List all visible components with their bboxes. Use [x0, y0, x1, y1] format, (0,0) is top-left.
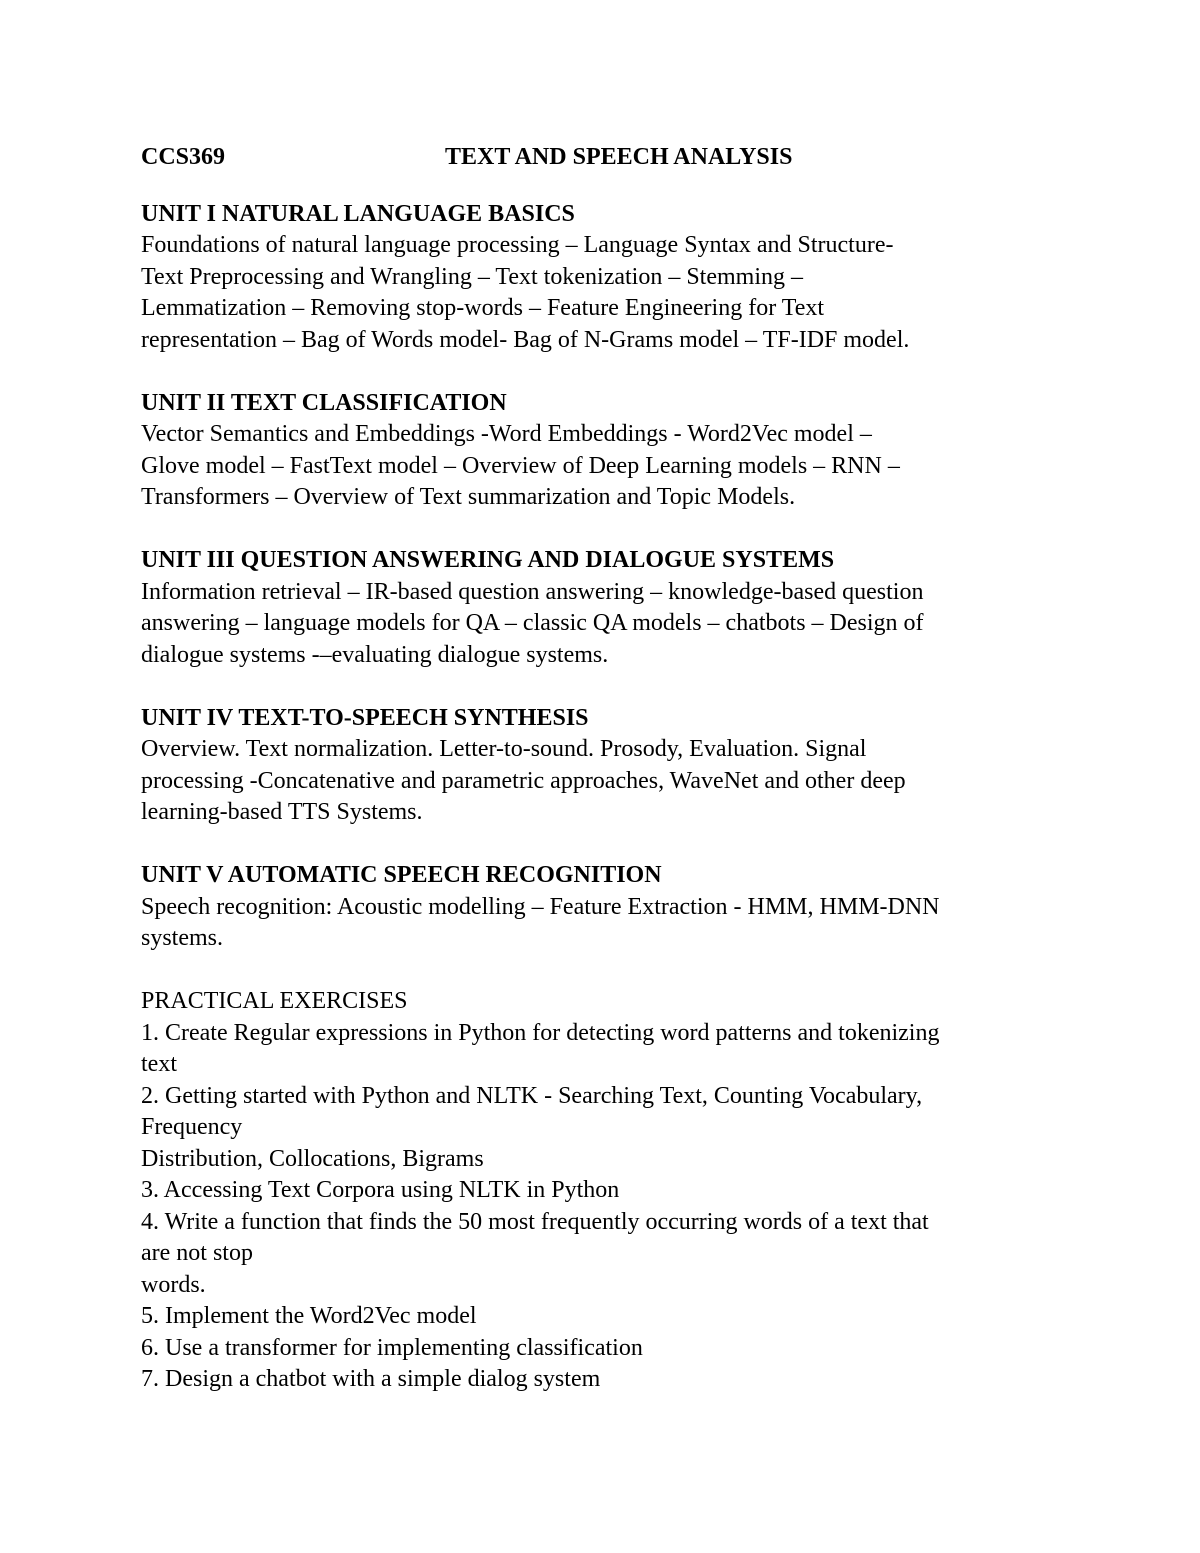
exercise-line: 3. Accessing Text Corpora using NLTK in Python	[141, 1177, 620, 1203]
unit-line: Vector Semantics and Embeddings -Word Embeddings - Word2Vec model –	[141, 421, 872, 447]
unit-heading: UNIT V AUTOMATIC SPEECH RECOGNITION	[141, 862, 662, 888]
syllabus-content	[141, 142, 1081, 1396]
unit-line: Text Preprocessing and Wrangling – Text tokenization – Stemming –	[141, 263, 804, 290]
unit-heading: UNIT I NATURAL LANGUAGE BASICS	[141, 200, 575, 227]
practical-exercises	[141, 986, 1081, 1396]
unit-line: Lemmatization – Removing stop-words – Feature Engineering for Text	[141, 295, 825, 321]
unit-line: Transformers – Overview of Text summarization and Topic Models.	[141, 484, 796, 510]
unit-line: processing -Concatenative and parametric approaches, WaveNet and other deep	[141, 767, 906, 794]
unit-line: Speech recognition: Acoustic modelling – Feature Extraction - HMM, HMM-DNN	[141, 893, 940, 920]
unit-line: Information retrieval – IR-based question answering – knowledge-based question	[141, 578, 924, 605]
unit-4	[141, 703, 1081, 829]
exercise-line: 2. Getting started with Python and NLTK - Searching Text, Counting Vocabulary,	[141, 1082, 923, 1109]
unit-body	[141, 892, 1081, 955]
unit-line: representation – Bag of Words model- Bag of N-Grams model – TF-IDF model.	[141, 326, 910, 353]
unit-heading: UNIT II TEXT CLASSIFICATION	[141, 389, 507, 416]
exercise-list	[141, 1018, 1081, 1396]
unit-heading: UNIT III QUESTION ANSWERING AND DIALOGUE SYSTEMS	[141, 547, 835, 573]
exercise-line: text	[141, 1051, 177, 1077]
unit-line: learning-based TTS Systems.	[141, 799, 423, 825]
unit-heading: UNIT IV TEXT-TO-SPEECH SYNTHESIS	[141, 704, 589, 731]
unit-3	[141, 545, 1081, 671]
exercise-line: 5. Implement the Word2Vec model	[141, 1303, 477, 1329]
exercise-line: words.	[141, 1271, 206, 1298]
unit-line: systems.	[141, 925, 224, 951]
unit-line: Foundations of natural language processing – Language Syntax and Structure-	[141, 232, 894, 258]
unit-body	[141, 577, 1081, 672]
unit-line: dialogue systems -–evaluating dialogue systems.	[141, 641, 609, 668]
unit-line: Overview. Text normalization. Letter-to-sound. Prosody, Evaluation. Signal	[141, 736, 867, 762]
unit-body	[141, 419, 1081, 514]
unit-1	[141, 199, 1081, 357]
course-code: CCS369	[141, 144, 226, 170]
exercise-line: Distribution, Collocations, Bigrams	[141, 1145, 484, 1172]
exercise-line: Frequency	[141, 1114, 243, 1140]
unit-line: answering – language models for QA – classic QA models – chatbots – Design of	[141, 610, 924, 636]
unit-5	[141, 860, 1081, 955]
course-title: TEXT AND SPEECH ANALYSIS	[445, 144, 793, 170]
exercise-line: 4. Write a function that finds the 50 most frequently occurring words of a text that	[141, 1208, 929, 1235]
unit-body	[141, 230, 1081, 356]
course-header	[141, 142, 1081, 174]
exercise-line: 6. Use a transformer for implementing classification	[141, 1334, 643, 1361]
exercise-line: are not stop	[141, 1240, 253, 1266]
unit-2	[141, 388, 1081, 514]
exercise-line: 7. Design a chatbot with a simple dialog system	[141, 1366, 601, 1392]
unit-line: Glove model – FastText model – Overview of Deep Learning models – RNN –	[141, 452, 900, 479]
unit-body	[141, 734, 1081, 829]
practical-heading: PRACTICAL EXERCISES	[141, 988, 408, 1014]
exercise-line: 1. Create Regular expressions in Python for detecting word patterns and tokenizing	[141, 1019, 940, 1046]
